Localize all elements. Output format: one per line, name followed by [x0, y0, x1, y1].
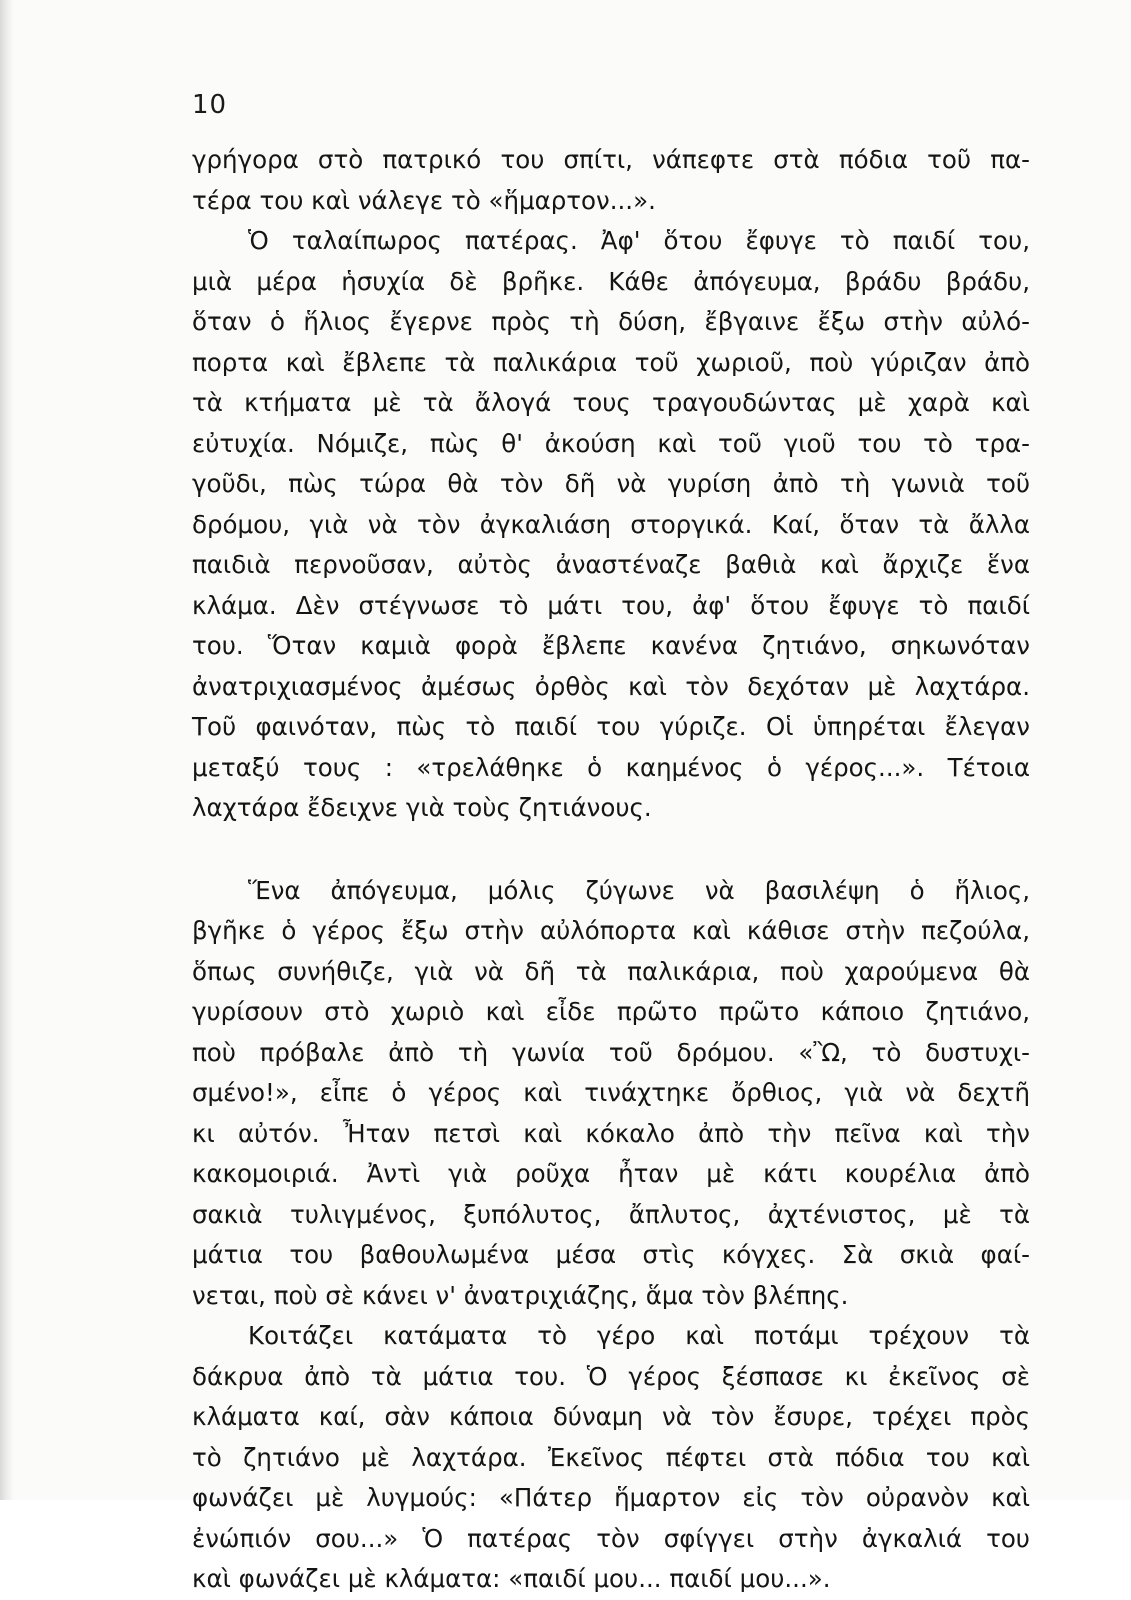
text-line: τὸ ζητιάνο μὲ λαχτάρα. Ἐκεῖνος πέφτει στὰ πόδια του καὶ [192, 1442, 1030, 1472]
text-line: ἀνατριχιασμένος ἀμέσως ὀρθὸς καὶ τὸν δεχόταν μὲ λαχτάρα. [192, 671, 1030, 701]
text-line: γοῦδι, πὼς τώρα θὰ τὸν δῆ νὰ γυρίση ἀπὸ τὴ γωνιὰ τοῦ [192, 469, 1030, 498]
text-line: κλάμα. Δὲν στέγνωσε τὸ μάτι του, ἀφ' ὅτου ἔφυγε τὸ παιδί [192, 590, 1030, 620]
text-line: ἐνώπιόν σου...» Ὁ πατέρας τὸν σφίγγει στὴν ἀγκαλιά του [192, 1523, 1030, 1553]
text-line: παιδιὰ περνοῦσαν, αὐτὸς ἀναστέναζε βαθιὰ καὶ ἄρχιζε ἕνα [192, 550, 1030, 579]
text-line: κακομοιριά. Ἀντὶ γιὰ ροῦχα ἦταν μὲ κάτι κουρέλια ἀπὸ [192, 1159, 1030, 1188]
text-line: ὅπως συνήθιζε, γιὰ νὰ δῆ τὰ παλικάρια, ποὺ χαρούμενα θὰ [192, 956, 1030, 986]
text-line: εὐτυχία. Νόμιζε, πὼς θ' ἀκούση καὶ τοῦ γιοῦ του τὸ τρα- [192, 428, 1030, 458]
text-line: καὶ φωνάζει μὲ κλάματα: «παιδί μου... παιδί μου...». [192, 1564, 831, 1593]
text-line: γυρίσουν στὸ χωριὸ καὶ εἶδε πρῶτο πρῶτο κάποιο ζητιάνο, [192, 997, 1030, 1026]
text-line: κλάματα καί, σὰν κάποια δύναμη νὰ τὸν ἔσυρε, τρέχει πρὸς [192, 1402, 1030, 1431]
text-line: μιὰ μέρα ἡσυχία δὲ βρῆκε. Κάθε ἀπόγευμα, βράδυ βράδυ, [192, 266, 1030, 296]
text-line: γρήγορα στὸ πατρικό του σπίτι, νάπεφτε στὰ πόδια τοῦ πα- [192, 145, 1030, 174]
text-line: λαχτάρα ἔδειχνε γιὰ τοὺς ζητιάνους. [192, 793, 652, 822]
text-line: σμένο!», εἶπε ὁ γέρος καὶ τινάχτηκε ὄρθιος, γιὰ νὰ δεχτῆ [192, 1078, 1030, 1107]
text-line: δρόμου, γιὰ νὰ τὸν ἀγκαλιάση στοργικά. Καί, ὅταν τὰ ἄλλα [192, 509, 1030, 539]
text-line: βγῆκε ὁ γέρος ἔξω στὴν αὐλόπορτα καὶ κάθισε στὴν πεζούλα, [192, 916, 1030, 945]
page-number: 10 [192, 90, 228, 120]
text-line: Ἕνα ἀπόγευμα, μόλις ζύγωνε νὰ βασιλέψη ὁ ἥλιος, [248, 875, 1030, 905]
paragraph-gap [192, 829, 1030, 871]
text-line: κι αὐτόν. Ἦταν πετσὶ καὶ κόκαλο ἀπὸ τὴν πεῖνα καὶ τὴν [192, 1118, 1030, 1148]
text-line: μεταξύ τους : «τρελάθηκε ὁ καημένος ὁ γέρος...». Τέτοια [192, 752, 1030, 782]
text-line: Τοῦ φαινόταν, πὼς τὸ παιδί του γύριζε. Οἱ ὑπηρέται ἔλεγαν [192, 712, 1030, 741]
text-line: τέρα του καὶ νάλεγε τὸ «ἥμαρτον...». [192, 185, 656, 215]
text-line: νεται, ποὺ σὲ κάνει ν' ἀνατριχιάζης, ἅμα τὸν βλέπης. [192, 1280, 849, 1310]
text-line: Ὁ ταλαίπωρος πατέρας. Ἀφ' ὅτου ἔφυγε τὸ παιδί του, [248, 226, 1030, 255]
text-line: ὅταν ὁ ἥλιος ἔγερνε πρὸς τὴ δύση, ἔβγαινε ἔξω στὴν αὐλό- [192, 307, 1030, 336]
text-line: φωνάζει μὲ λυγμούς: «Πάτερ ἥμαρτον εἰς τὸν οὐρανὸν καὶ [192, 1483, 1030, 1512]
text-line: δάκρυα ἀπὸ τὰ μάτια του. Ὁ γέρος ξέσπασε κι ἐκεῖνος σὲ [192, 1361, 1030, 1391]
text-line: μάτια του βαθουλωμένα μέσα στὶς κόγχες. Σὰ σκιὰ φαί- [192, 1240, 1030, 1269]
text-line: πορτα καὶ ἔβλεπε τὰ παλικάρια τοῦ χωριοῦ, ποὺ γύριζαν ἀπὸ [192, 347, 1030, 377]
text-line: ποὺ πρόβαλε ἀπὸ τὴ γωνία τοῦ δρόμου. «Ὢ, τὸ δυστυχι- [192, 1037, 1030, 1067]
text-line: Κοιτάζει κατάματα τὸ γέρο καὶ ποτάμι τρέχουν τὰ [248, 1321, 1030, 1350]
text-line: του. Ὅταν καμιὰ φορὰ ἔβλεπε κανένα ζητιάνο, σηκωνόταν [192, 631, 1030, 660]
text-line: τὰ κτήματα μὲ τὰ ἄλογά τους τραγουδώντας μὲ χαρὰ καὶ [192, 388, 1030, 417]
body-text [192, 140, 1030, 1600]
text-line: σακιὰ τυλιγμένος, ξυπόλυτος, ἄπλυτος, ἀχτένιστος, μὲ τὰ [192, 1199, 1030, 1229]
page-binding-shadow [0, 0, 14, 1500]
